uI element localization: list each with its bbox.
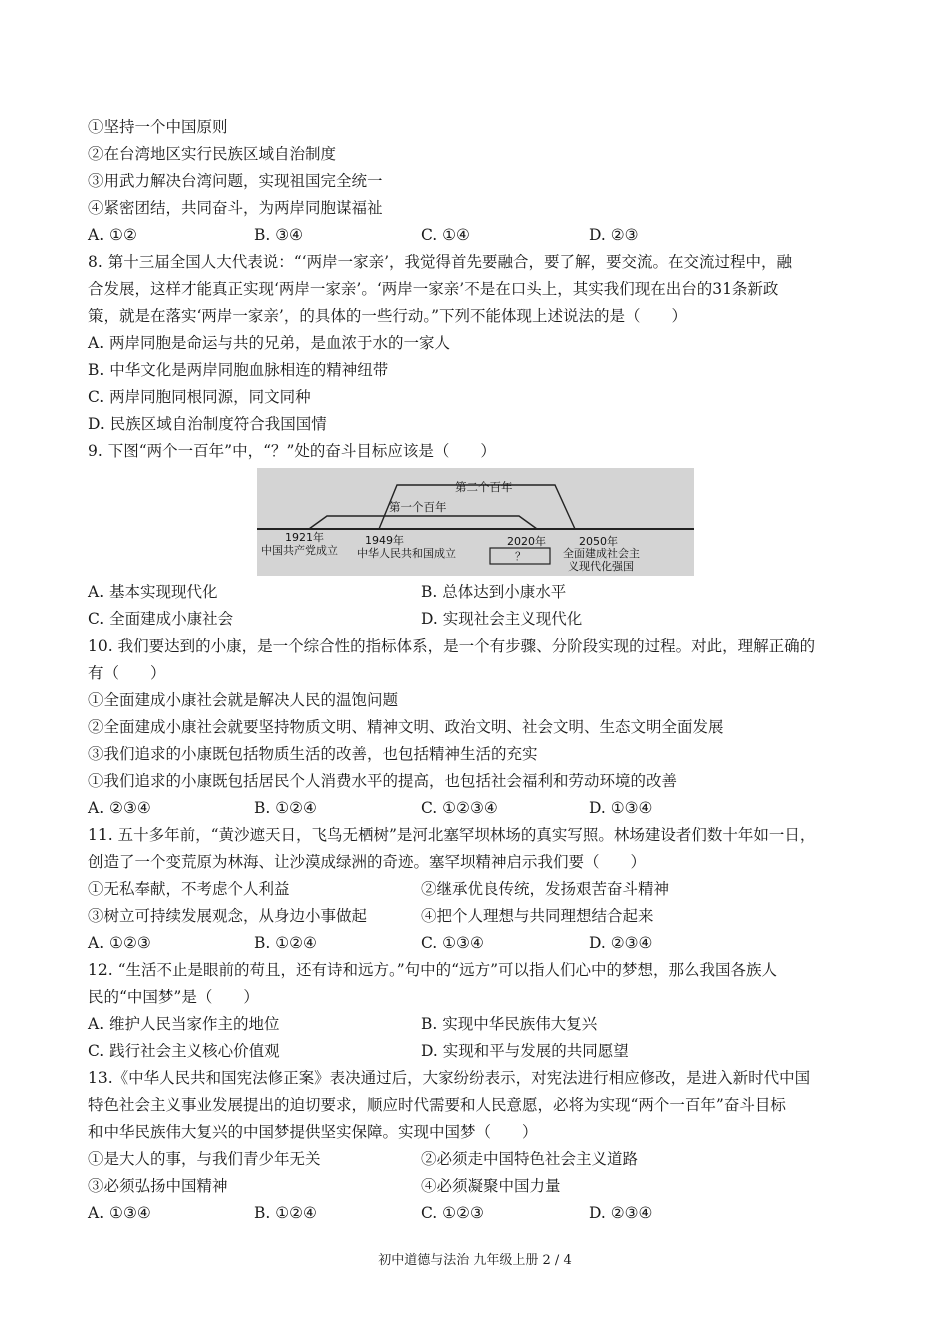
prev-item-1: ①坚持一个中国原则 (88, 118, 228, 136)
label-2050-event-2: 义现代化强国 (568, 560, 634, 573)
label-2020: 2020年 (507, 535, 546, 548)
two-centenary-timeline-figure (257, 468, 694, 576)
label-1949-event: 中华人民共和国成立 (357, 547, 456, 560)
q13-stem-line-3: 和中华民族伟大复兴的中国梦提供坚实保障。实现中国梦（ ） (88, 1123, 538, 1141)
q11-item-3: ③树立可持续发展观念，从身边小事做起 (88, 907, 368, 925)
label-1921-event: 中国共产党成立 (261, 544, 338, 557)
q11-item-4: ④把个人理想与共同理想结合起来 (421, 907, 654, 925)
q13-item-1: ①是大人的事，与我们青少年无关 (88, 1150, 321, 1168)
prev-option-c: C. ①④ (421, 226, 470, 244)
question-mark: ？ (515, 550, 526, 563)
q10-item-3: ③我们追求的小康既包括物质生活的改善，也包括精神生活的充实 (88, 745, 538, 763)
prev-item-2: ②在台湾地区实行民族区域自治制度 (88, 145, 337, 163)
q11-item-2: ②继承优良传统，发扬艰苦奋斗精神 (421, 880, 670, 898)
q12-option-d: D. 实现和平与发展的共同愿望 (421, 1042, 629, 1060)
label-2050: 2050年 (579, 535, 618, 548)
q9-option-b: B. 总体达到小康水平 (421, 583, 567, 601)
q13-item-4: ④必须凝聚中国力量 (421, 1177, 561, 1195)
q13-item-2: ②必须走中国特色社会主义道路 (421, 1150, 639, 1168)
page-footer: 初中道德与法治 九年级上册 2 / 4 (378, 1253, 572, 1268)
q10-stem-line-1: 10. 我们要达到的小康，是一个综合性的指标体系，是一个有步骤、分阶段实现的过程。对此，理解正确的 (88, 637, 816, 655)
q12-option-b: B. 实现中华民族伟大复兴 (421, 1015, 598, 1033)
q13-item-3: ③必须弘扬中国精神 (88, 1177, 228, 1195)
q13-stem-line-1: 13.《中华人民共和国宪法修正案》表决通过后，大家纷纷表示，对宪法进行相应修改，是进入新时代中国 (88, 1069, 811, 1087)
q10-option-b: B. ①②④ (254, 799, 317, 817)
q13-option-c: C. ①②③ (421, 1204, 484, 1222)
q10-option-c: C. ①②③④ (421, 799, 498, 817)
label-second-century: 第二个百年 (455, 480, 513, 494)
q8-option-b: B. 中华文化是两岸同胞血脉相连的精神纽带 (88, 361, 389, 379)
q9-option-a: A. 基本实现现代化 (88, 583, 218, 601)
prev-item-4: ④紧密团结，共同奋斗，为两岸同胞谋福祉 (88, 199, 383, 217)
q10-item-2: ②全面建成小康社会就要坚持物质文明、精神文明、政治文明、社会文明、生态文明全面发展 (88, 718, 724, 736)
label-2050-event-1: 全面建成社会主 (563, 547, 640, 560)
q13-option-d: D. ②③④ (589, 1204, 653, 1222)
q10-option-a: A. ②③④ (88, 799, 151, 817)
q8-stem-line-3: 策，就是在落实‘两岸一家亲’，的具体的一些行动。”下列不能体现上述说法的是（ ） (88, 307, 688, 325)
q12-option-c: C. 践行社会主义核心价值观 (88, 1042, 280, 1060)
label-1949: 1949年 (365, 534, 404, 547)
q9-stem: 9. 下图“两个一百年”中，“？”处的奋斗目标应该是（ ） (88, 442, 496, 460)
q8-option-c: C. 两岸同胞同根同源，同文同种 (88, 388, 311, 406)
q10-stem-line-2: 有（ ） (88, 664, 166, 682)
q11-option-b: B. ①②④ (254, 934, 317, 952)
prev-option-b: B. ③④ (254, 226, 304, 244)
q11-stem-line-2: 创造了一个变荒原为林海、让沙漠成绿洲的奇迹。塞罕坝精神启示我们要（ ） (88, 853, 647, 871)
q8-stem-line-1: 8. 第十三届全国人大代表说：“‘两岸一家亲’，我觉得首先要融合，要了解，要交流。在交流过程中，融 (88, 253, 792, 271)
q11-item-1: ①无私奉献，不考虑个人利益 (88, 880, 290, 898)
q10-option-d: D. ①③④ (589, 799, 653, 817)
q10-item-4: ①我们追求的小康既包括居民个人消费水平的提高，也包括社会福利和劳动环境的改善 (88, 772, 678, 790)
label-1921: 1921年 (285, 531, 324, 544)
q11-option-c: C. ①③④ (421, 934, 484, 952)
q8-stem-line-2: 合发展，这样才能真正实现‘两岸一家亲’。‘两岸一家亲’不是在口头上，其实我们现在出台的31条新政 (88, 280, 779, 298)
label-first-century: 第一个百年 (389, 500, 447, 514)
q8-option-a: A. 两岸同胞是命运与共的兄弟，是血浓于水的一家人 (88, 334, 451, 352)
q10-item-1: ①全面建成小康社会就是解决人民的温饱问题 (88, 691, 399, 709)
prev-item-3: ③用武力解决台湾问题，实现祖国完全统一 (88, 172, 383, 190)
q8-option-d: D. 民族区域自治制度符合我国国情 (88, 415, 327, 433)
q13-option-a: A. ①③④ (88, 1204, 151, 1222)
q12-stem-line-2: 民的“中国梦”是（ ） (88, 988, 259, 1006)
q9-option-c: C. 全面建成小康社会 (88, 610, 234, 628)
prev-option-d: D. ②③ (589, 226, 639, 244)
q9-option-d: D. 实现社会主义现代化 (421, 610, 583, 628)
q12-option-a: A. 维护人民当家作主的地位 (88, 1015, 280, 1033)
q13-option-b: B. ①②④ (254, 1204, 317, 1222)
q11-stem-line-1: 11. 五十多年前，“黄沙遮天日，飞鸟无栖树”是河北塞罕坝林场的真实写照。林场建设者们数十年如一日， (88, 826, 816, 844)
prev-option-a: A. ①② (88, 226, 137, 244)
q12-stem-line-1: 12. “生活不止是眼前的苟且，还有诗和远方。”句中的“远方”可以指人们心中的梦想，那么我国各族人 (88, 961, 778, 979)
q11-option-d: D. ②③④ (589, 934, 653, 952)
q11-option-a: A. ①②③ (88, 934, 151, 952)
q13-stem-line-2: 特色社会主义事业发展提出的迫切要求，顺应时代需要和人民意愿，必将为实现“两个一百年”奋斗目标 (88, 1096, 786, 1114)
